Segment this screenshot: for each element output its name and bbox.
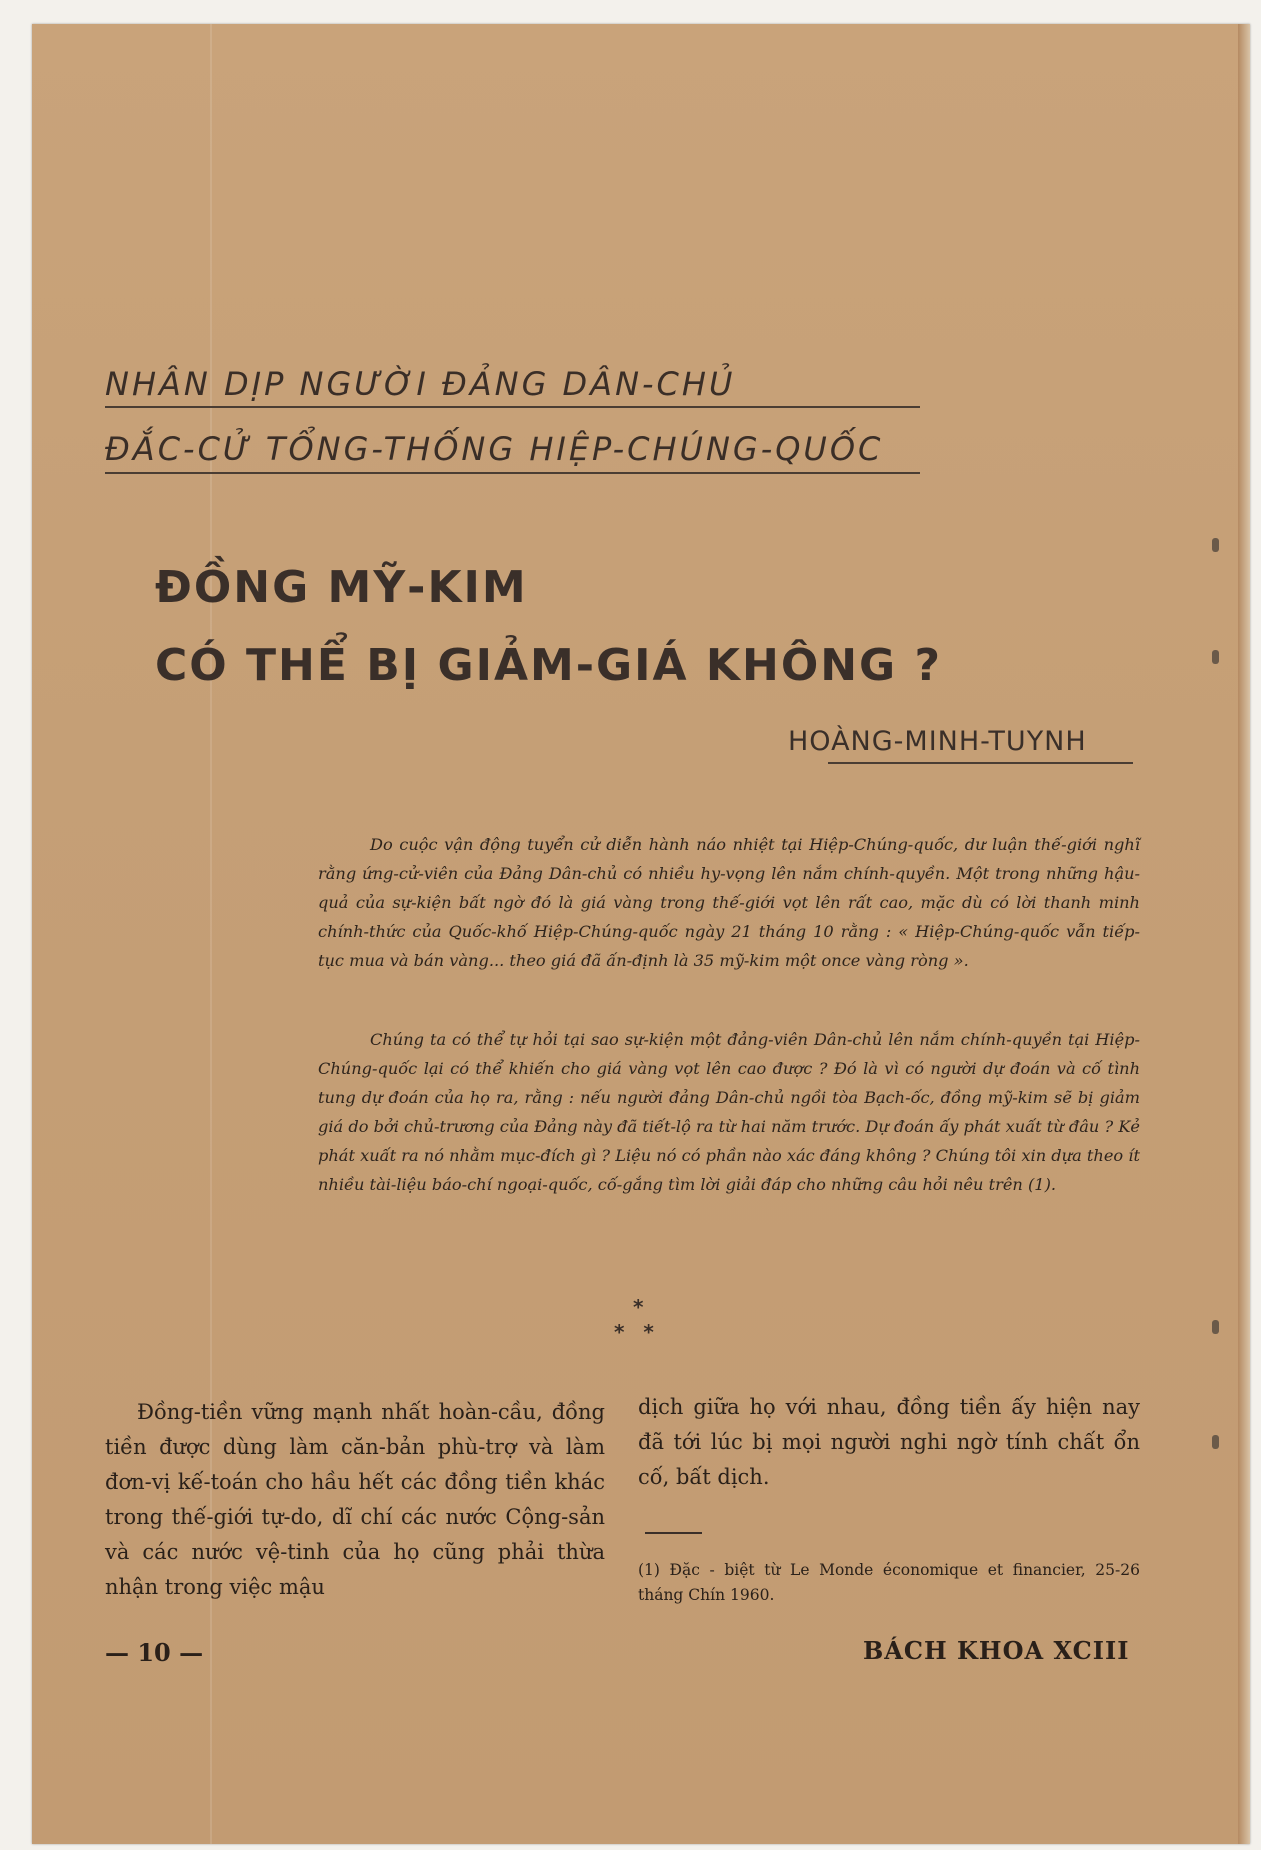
body-column-left: Đồng-tiền vững mạnh nhất hoàn-cầu, đồng tiền được dùng làm căn-bản phù-trợ và làm đơn-vị kế-toán cho hầu hết các đồng tiền khác trong thế-giới tự-do, dĩ chí các nước Cộng-sản và các nước vệ-tinh của họ cũng phải thừa nhận trong việc mậu <box>105 1400 605 1599</box>
page-edge <box>1238 24 1250 1844</box>
page-number: — 10 — <box>105 1638 204 1667</box>
magazine-name: BÁCH KHOA XCIII <box>863 1636 1130 1665</box>
binding-hole-2 <box>1212 650 1219 664</box>
separator-asterisks-bottom: * * <box>614 1320 660 1344</box>
intro-paragraph-1: Do cuộc vận động tuyển cử diễn hành náo nhiệt tại Hiệp-Chúng-quốc, dư luận thế-giới nghĩ rằng ứng-cử-viên của Đảng Dân-chủ có nhiều hy-vọng lên nắm chính-quyền. Một trong những hậu-quả của sự-kiện bất ngờ đó là giá vàng trong thế-giới vọt lên rất cao, mặc dù có lời thanh minh chính-thức của Quốc-khố Hiệp-Chúng-quốc ngày 21 tháng 10 rằng : « Hiệp-Chúng-quốc vẫn tiếp-tục mua và bán vàng... theo giá đã ấn-định là 35 mỹ-kim một once vàng ròng ». <box>318 835 1140 970</box>
series-heading-line1: NHÂN DỊP NGƯỜI ĐẢNG DÂN-CHỦ <box>105 365 736 403</box>
footnote-text: (1) Đặc - biệt từ Le Monde économique et financier, 25-26 tháng Chín 1960. <box>638 1561 1140 1604</box>
series-heading-line2: ĐẮC-CỬ TỔNG-THỐNG HIỆP-CHÚNG-QUỐC <box>105 430 884 468</box>
intro-paragraph-2: Chúng ta có thể tự hỏi tại sao sự-kiện một đảng-viên Dân-chủ lên nắm chính-quyền tại Hiệp-Chúng-quốc lại có thể khiến cho giá vàng vọt lên cao được ? Đó là vì có người dự đoán và cố tình tung dự đoán của họ ra, rằng : nếu người đảng Dân-chủ ngồi tòa Bạch-ốc, đồng mỹ-kim sẽ bị giảm giá do bởi chủ-trương của Đảng này đã tiết-lộ ra từ hai năm trước. Dự đoán ấy phát xuất từ đâu ? Kẻ phát xuất ra nó nhằm mục-đích gì ? Liệu nó có phần nào xác đáng không ? Chúng tôi xin dựa theo ít nhiều tài-liệu báo-chí ngoại-quốc, cố-gắng tìm lời giải đáp cho những câu hỏi nêu trên (1). <box>318 1030 1140 1194</box>
title-line1: ĐỒNG MỸ-KIM <box>155 562 528 613</box>
footnote-rule <box>645 1532 702 1534</box>
series-heading-rule-1 <box>105 406 920 408</box>
title-line2: CÓ THỂ BỊ GIẢM-GIÁ KHÔNG ? <box>155 640 943 691</box>
series-heading-rule-2 <box>105 472 920 474</box>
separator-asterisk-top: * <box>633 1295 644 1319</box>
binding-hole-3 <box>1212 1320 1219 1334</box>
binding-hole-1 <box>1212 538 1219 552</box>
body-column-right: dịch giữa họ với nhau, đồng tiền ấy hiện nay đã tới lúc bị mọi người nghi ngờ tính chất ổn cố, bất dịch. <box>638 1395 1140 1489</box>
author-name: HOÀNG-MINH-TUYNH <box>788 726 1087 757</box>
author-underline <box>828 762 1133 764</box>
binding-hole-4 <box>1212 1435 1219 1449</box>
